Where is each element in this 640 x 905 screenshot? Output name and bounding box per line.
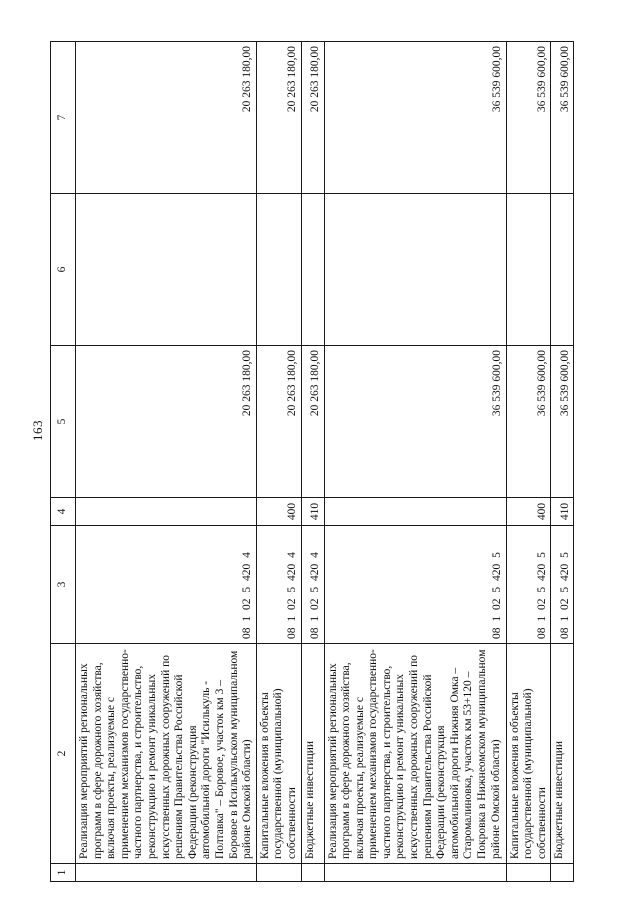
column-header: 3 (51, 526, 76, 644)
amount-cell-col7: 36 539 600,00 (324, 42, 506, 194)
amount-cell-col6 (324, 194, 506, 346)
table-row (301, 42, 324, 882)
column-header: 5 (51, 346, 76, 498)
budget-table-container (50, 42, 571, 882)
amount-cell-col7: 20 263 180,00 (301, 42, 324, 194)
budget-code-cell: 08 1 02 5 420 4 (301, 526, 324, 644)
column-header: 7 (51, 42, 76, 194)
row-index-cell (301, 864, 324, 882)
column-header: 4 (51, 498, 76, 526)
amount-cell-col7: 20 263 180,00 (256, 42, 301, 194)
table-row (324, 42, 506, 882)
budget-code-cell: 08 1 02 5 420 5 (506, 526, 551, 644)
table-row (256, 42, 301, 882)
item-name-cell: Реализация мероприятий региональных программ в сфере дорожного хозяйства, включая проекты, реализуемые с применением механизмов государственно-частного партнерства, и строительство, реконструкцию и ремонт уникальных искусственных дорожных сооружений по решениям Правительства Российской Федерации (реконструкция автомобильной дороги Нижняя Омка – Старомалиновка, участок км 53+120 – Покровка в Нижнеомском муниципальном районе Омской области) (324, 644, 506, 864)
amount-cell-col6 (551, 194, 574, 346)
expense-type-cell: 410 (551, 498, 574, 526)
budget-code-cell: 08 1 02 5 420 5 (551, 526, 574, 644)
budget-table (50, 41, 574, 882)
amount-cell-col6 (301, 194, 324, 346)
item-name-cell: Реализация мероприятий региональных программ в сфере дорожного хозяйства, включая проекты, реализуемые с применением механизмов государственно-частного партнерства, и строительство, реконструкцию и ремонт уникальных искусственных дорожных сооружений по решениям Правительства Российской Федерации (реконструкция автомобильной дороги "Исилькуль - Полтавка" – Боровое, участок км 3 – Боровое в Исилькульском муниципальном районе Омской области) (76, 644, 257, 864)
expense-type-cell (324, 498, 506, 526)
amount-cell-col5: 36 539 600,00 (506, 346, 551, 498)
item-name-cell: Капитальные вложения в объекты государственной (муниципальной) собственности (506, 644, 551, 864)
row-index-cell (324, 864, 506, 882)
column-header: 2 (51, 644, 76, 864)
page-number: 163 (30, 420, 45, 441)
amount-cell-col6 (506, 194, 551, 346)
amount-cell-col6 (256, 194, 301, 346)
row-index-cell (506, 864, 551, 882)
amount-cell-col5: 20 263 180,00 (76, 346, 257, 498)
item-name-cell: Бюджетные инвестиции (551, 644, 574, 864)
table-row (76, 42, 257, 882)
budget-code-cell: 08 1 02 5 420 4 (256, 526, 301, 644)
amount-cell-col5: 20 263 180,00 (256, 346, 301, 498)
column-header: 1 (51, 864, 76, 882)
amount-cell-col7: 36 539 600,00 (551, 42, 574, 194)
expense-type-cell: 400 (256, 498, 301, 526)
budget-code-cell: 08 1 02 5 420 4 (76, 526, 257, 644)
row-index-cell (256, 864, 301, 882)
amount-cell-col5: 36 539 600,00 (324, 346, 506, 498)
budget-code-cell: 08 1 02 5 420 5 (324, 526, 506, 644)
amount-cell-col7: 36 539 600,00 (506, 42, 551, 194)
amount-cell-col5: 20 263 180,00 (301, 346, 324, 498)
amount-cell-col7: 20 263 180,00 (76, 42, 257, 194)
amount-cell-col5: 36 539 600,00 (551, 346, 574, 498)
row-index-cell (551, 864, 574, 882)
row-index-cell (76, 864, 257, 882)
column-header: 6 (51, 194, 76, 346)
table-header-row (51, 42, 76, 882)
table-row (506, 42, 551, 882)
item-name-cell: Бюджетные инвестиции (301, 644, 324, 864)
table-row (551, 42, 574, 882)
expense-type-cell: 410 (301, 498, 324, 526)
item-name-cell: Капитальные вложения в объекты государственной (муниципальной) собственности (256, 644, 301, 864)
expense-type-cell (76, 498, 257, 526)
expense-type-cell: 400 (506, 498, 551, 526)
amount-cell-col6 (76, 194, 257, 346)
